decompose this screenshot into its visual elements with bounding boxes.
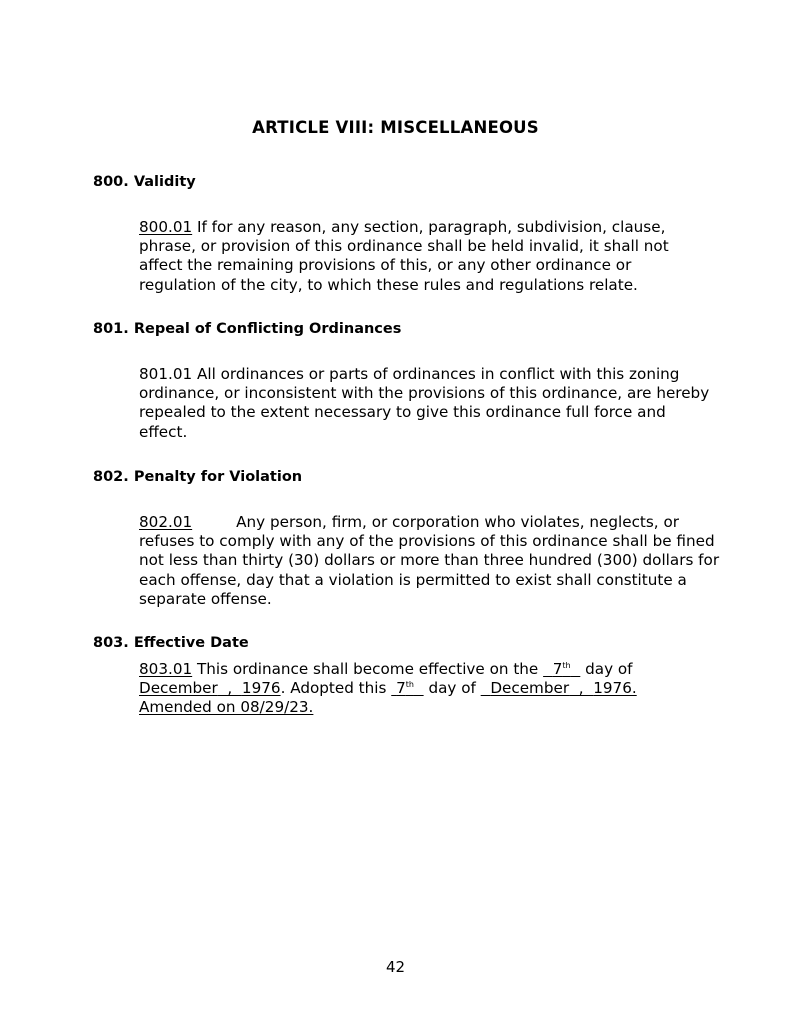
section-heading-800: 800. Validity — [93, 174, 196, 190]
section-heading-803: 803. Effective Date — [93, 635, 249, 651]
para-line: ordinance, or inconsistent with the provisions of this ordinance, are hereby — [139, 384, 710, 403]
effective-day-blank: 7th — [552, 660, 571, 678]
section-ref-801-01: 801.01 — [139, 365, 193, 383]
section-ref-800-01: 800.01 — [139, 218, 193, 236]
day-of-text: day of — [585, 660, 633, 678]
adopted-day-blank: 7th — [396, 679, 414, 698]
section-ref-803-01: 803.01 — [139, 660, 193, 678]
para-line: effect. — [139, 422, 188, 441]
para-line: refuses to comply with any of the provisions of this ordinance shall be fined — [139, 532, 715, 551]
page-title: ARTICLE VIII: MISCELLANEOUS — [252, 118, 539, 137]
amended-note: Amended on 08/29/23. — [139, 698, 314, 717]
para-line: phrase, or provision of this ordinance shall be held invalid, it shall not — [139, 237, 669, 256]
section-heading-801: 801. Repeal of Conflicting Ordinances — [93, 321, 402, 337]
para-line: separate offense. — [139, 589, 272, 608]
section-802-paragraph — [139, 513, 720, 609]
para-line: regulation of the city, to which these rules and regulations relate. — [139, 275, 638, 294]
para-line: Any person, firm, or corporation who violates, neglects, or — [236, 513, 679, 531]
section-803-paragraph: 803.01 This ordinance shall become effective on the 7th day of December , 1976. Adopted this 7th day of December , 1976. Amended on 08/29/23. — [139, 660, 637, 717]
para-line: each offense, day that a violation is permitted to exist shall constitute a — [139, 570, 687, 589]
page-number: 42 — [385, 958, 406, 976]
para-line: not less than thirty (30) dollars or more than three hundred (300) dollars for — [139, 551, 720, 570]
adopted-date-blank: December , 1976. — [490, 679, 637, 698]
para-line: repealed to the extent necessary to give this ordinance full force and — [139, 403, 666, 422]
effective-text: This ordinance shall become effective on the — [196, 660, 539, 678]
section-800-paragraph — [139, 218, 709, 295]
section-ref-802-01: 802.01 — [139, 513, 193, 531]
para-line: All ordinances or parts of ordinances in conflict with this zoning — [196, 365, 680, 383]
day-of-text: day of — [428, 679, 476, 698]
adopted-text: Adopted this — [290, 679, 387, 698]
section-801-paragraph — [139, 365, 709, 442]
para-line: If for any reason, any section, paragraph, subdivision, clause, — [196, 218, 666, 236]
effective-date-blank: December , 1976 — [139, 679, 281, 698]
para-line: affect the remaining provisions of this, or any other ordinance or — [139, 256, 632, 275]
section-heading-802: 802. Penalty for Violation — [93, 469, 303, 485]
